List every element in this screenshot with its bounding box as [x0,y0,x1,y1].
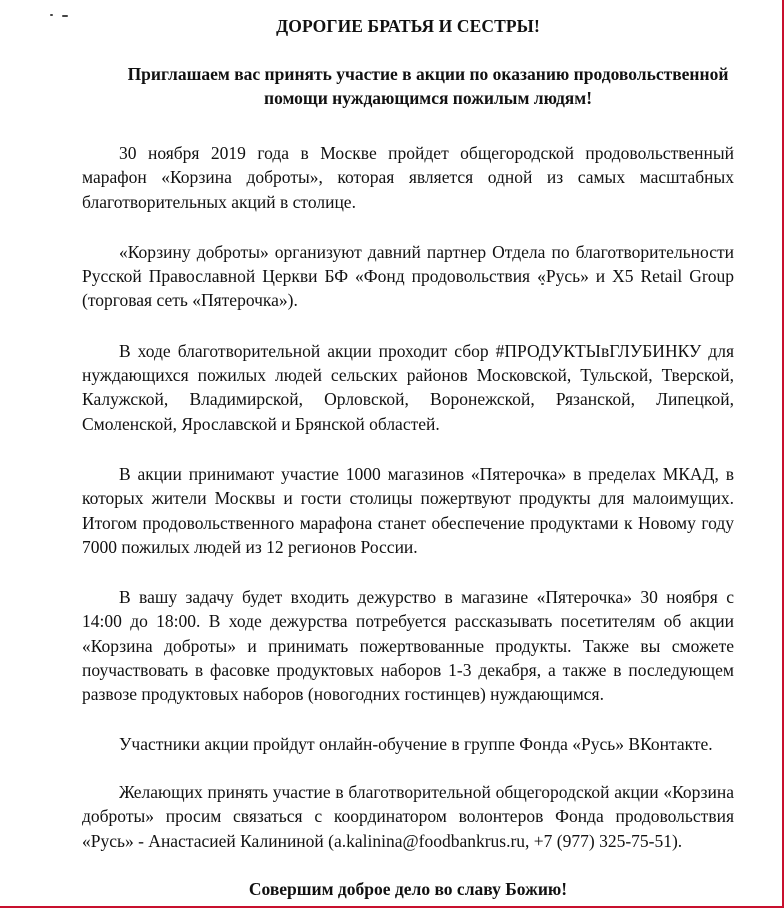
letter-closing: Совершим доброе дело во славу Божию! [248,878,568,899]
paragraph-stores: В акции принимают участие 1000 магазинов «Пятерочка» в пределах МКАД, в которых жители Москвы и гости столицы пожертвуют продукты для малоимущих. Итогом продовольственного марафона станет обеспечение продуктами к Новому году 7000 пожилых людей из 12 регионов России. [82,463,734,557]
paragraph-training: Участники акции пройдут онлайн-обучение в группе Фонда «Русь» ВКонтакте. [119,733,713,754]
paragraph-contact: Желающих принять участие в благотворительной общегородской акции «Корзина доброты» просим связаться с координатором волонтеров Фонда продовольствия «Русь» - Анастасией Калининой (a.kalinina@foodbankrus.ru, +7 (977) 325-75-51). [82,781,734,851]
paragraph-organizers: «Корзину доброты» организуют давний партнер Отдела по благотворительности Русской Православной Церкви БФ «Фонд продовольствия «Русь» и X5 Retail Group (торговая сеть «Пятерочка»). [82,241,734,311]
letter-subheading: Приглашаем вас принять участие в акции по оказанию продовольственной помощи нуждающимся пожилым людям! [127,64,729,108]
letter-heading: ДОРОГИЕ БРАТЬЯ И СЕСТРЫ! [276,16,540,36]
scan-speck [62,15,68,17]
letter-body [82,6,734,901]
paragraph-volunteer-duties: В вашу задачу будет входить дежурство в магазине «Пятерочка» 30 ноября с 14:00 до 18:00. В ходе дежурства потребуется рассказывать посетителям об акции «Корзина доброты» и принимать пожертвованные продукты. Также вы сможете поучаствовать в фасовке продуктовых наборов 1-3 декабря, а также в последующем развозе продуктовых наборов (новогодних гостинцев) нуждающимся. [82,587,734,705]
paragraph-marathon-date: 30 ноября 2019 года в Москве пройдет общегородской продовольственный марафон «Корзина доброты», которая является одной из самых масштабных благотворительных акций в столице. [82,143,734,212]
scan-speck [50,14,53,16]
paragraph-regions: В ходе благотворительной акции проходит сбор #ПРОДУКТЫвГЛУБИНКУ для нуждающихся пожилых людей сельских районов Московской, Тульской, Тверской, Калужской, Владимирской, Орловской, Воронежской, Рязанской, Липецкой, Смоленской, Ярославской и Брянской областей. [82,340,734,434]
